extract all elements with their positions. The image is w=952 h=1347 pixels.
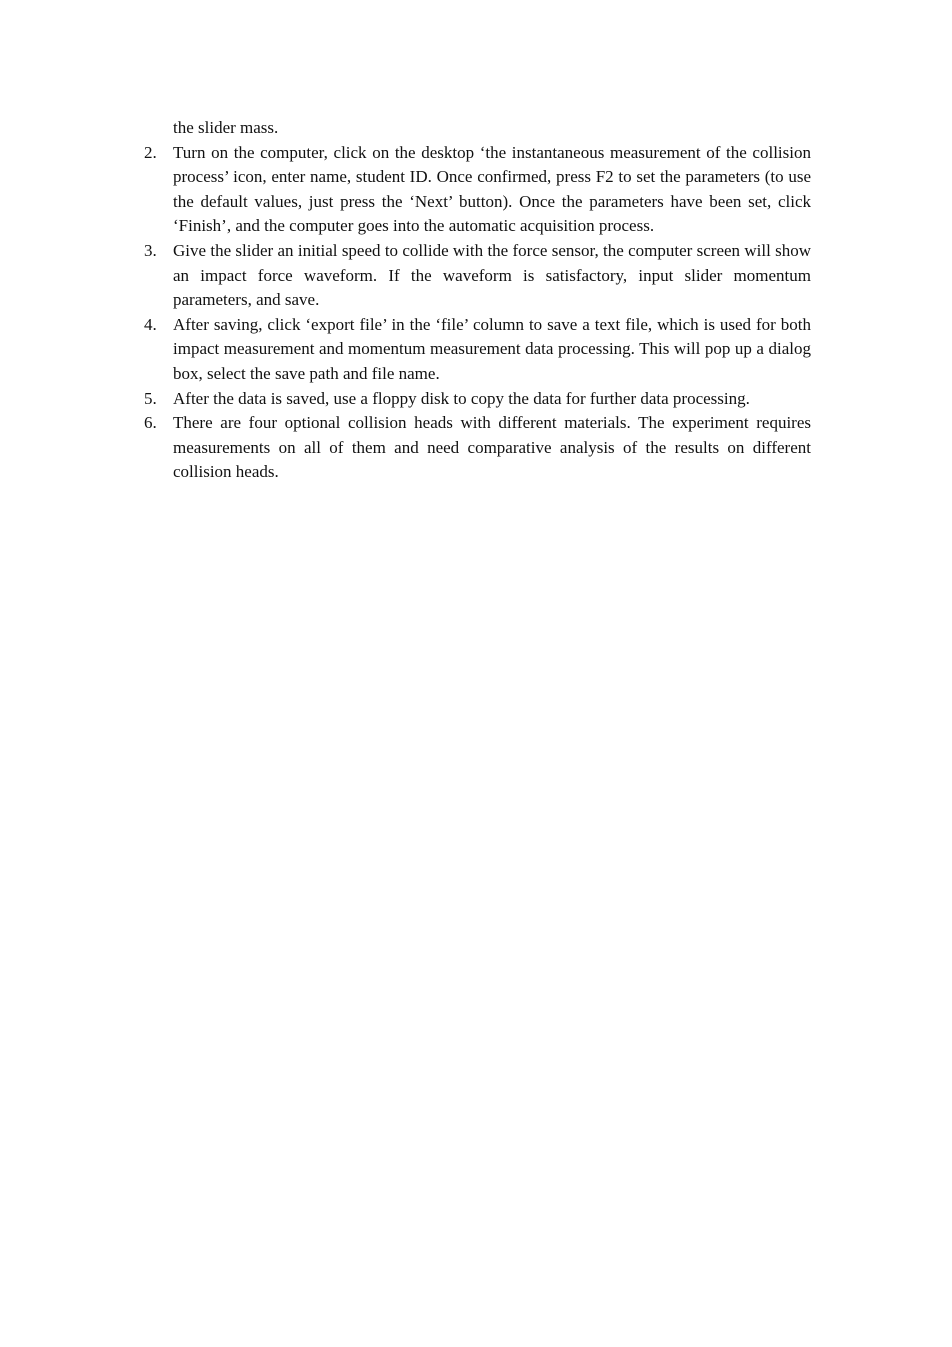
step-text: After saving, click ‘export file’ in the ‘file’ column to save a text file, which is used for both impact measurement and momentum measurement data processing. This will pop up a dialog box, select the save path and file name. <box>173 314 811 383</box>
step-number: 4. <box>144 314 157 334</box>
page-content <box>144 116 811 485</box>
procedure-step <box>144 411 811 485</box>
step-number: 5. <box>144 388 157 408</box>
step-number: 6. <box>144 413 157 433</box>
step-text: Turn on the computer, click on the desktop ‘the instantaneous measurement of the collision process’ icon, enter name, student ID. Once confirmed, press F2 to set the parameters (to use the default values, just press the ‘Next’ button). Once the parameters have been set, click ‘Finish’, and the computer goes into the automatic acquisition process. <box>173 142 811 236</box>
step-text: Give the slider an initial speed to collide with the force sensor, the computer screen will show an impact force waveform. If the waveform is satisfactory, input slider momentum parameters, and save. <box>173 240 811 310</box>
procedure-step <box>144 387 811 412</box>
procedure-step <box>144 313 811 387</box>
procedure-list <box>144 141 811 485</box>
continued-text: the slider mass. <box>173 118 279 137</box>
step-number: 2. <box>144 142 157 162</box>
procedure-step <box>144 141 811 239</box>
step-number: 3. <box>144 240 157 260</box>
step-text: After the data is saved, use a floppy disk to copy the data for further data processing. <box>173 388 750 408</box>
procedure-step <box>144 239 811 313</box>
step-text: There are four optional collision heads with different materials. The experiment requires measurements on all of them and need comparative analysis of the results on different collision heads. <box>173 413 811 482</box>
